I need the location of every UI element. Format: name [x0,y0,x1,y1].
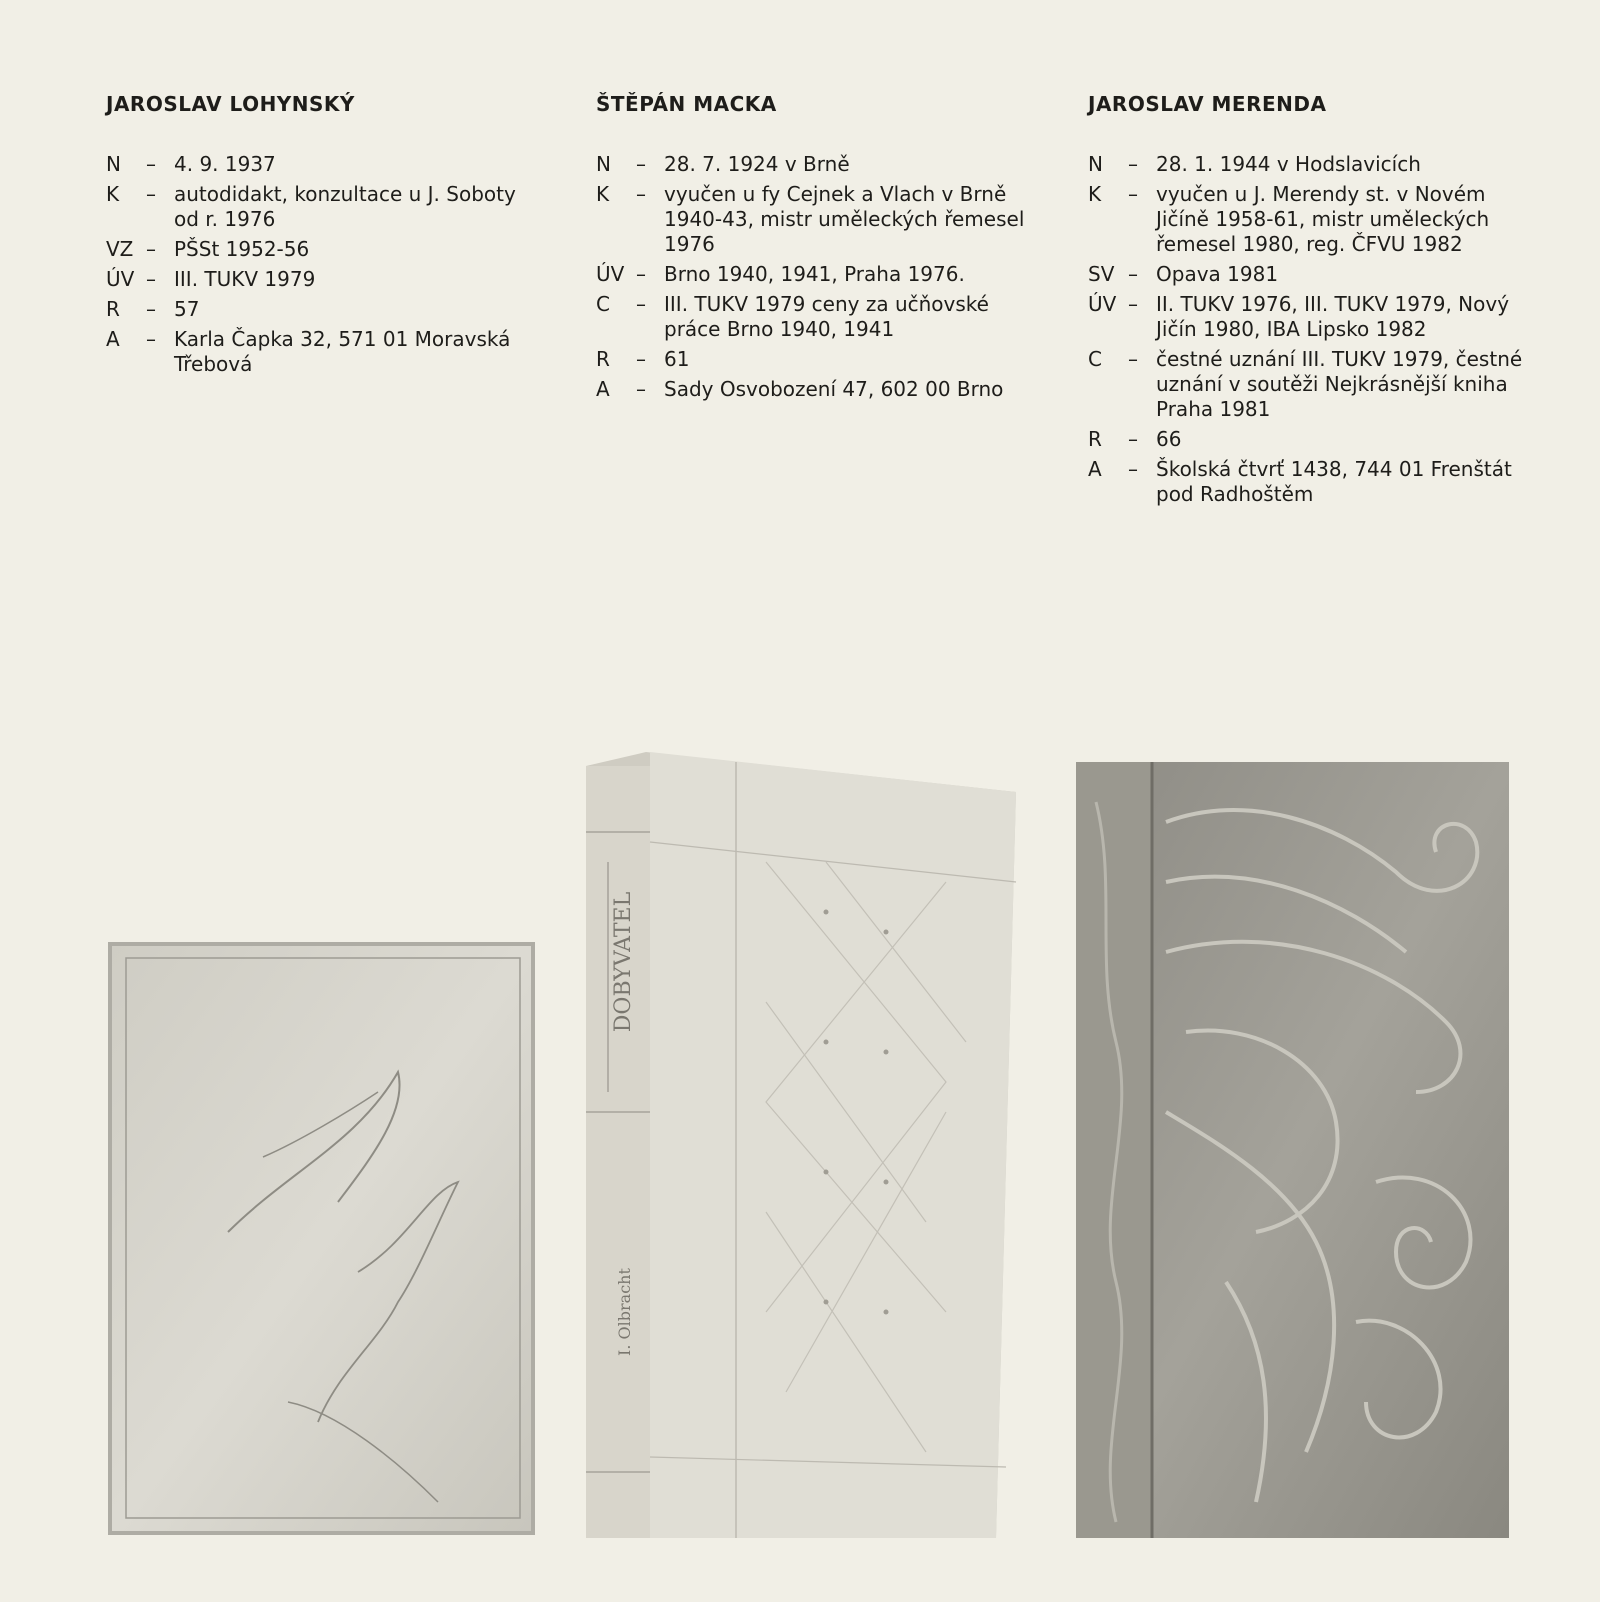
entry-text: Opava 1981 [1156,262,1279,286]
entry-text: autodidakt, konzultace u J. Soboty od r. 1976 [174,182,516,231]
entry-label: A [1088,457,1102,481]
book-photo-dobyvatel [586,752,1020,1538]
entry-row [1088,292,1528,342]
entry-text: Karla Čapka 32, 571 01 Moravská Třebová [174,327,511,376]
entry-label: A [106,327,120,351]
entry-row [106,152,546,177]
entry-label: A [596,377,610,401]
entry-label: ÚV [106,267,135,291]
entry-dash: – [146,327,156,351]
entry-row [596,152,1036,177]
entry-dash: – [1128,152,1138,176]
entry-text: 57 [174,297,200,321]
entry-dash: – [146,237,156,261]
artist-column-lohynsky [106,92,546,382]
entry-text: vyučen u J. Merendy st. v Novém Jičíně 1958-61, mistr uměleckých řemesel 1980, reg. ČFVU 1982 [1156,182,1490,256]
entry-row [1088,262,1528,287]
artist-name: JAROSLAV LOHYNSKÝ [106,92,355,116]
entry-label: R [106,297,120,321]
entry-label: R [1088,427,1102,451]
entry-dash: – [636,377,646,401]
entry-label: R [596,347,610,371]
entry-text: III. TUKV 1979 [174,267,316,291]
entry-row [106,237,546,262]
entry-text: 28. 7. 1924 v Brně [664,152,850,176]
entry-text: III. TUKV 1979 ceny za učňovské práce Brno 1940, 1941 [664,292,989,341]
book-photo-swirl-cover [1076,762,1509,1538]
entry-text: 4. 9. 1937 [174,152,276,176]
entry-dash: – [636,347,646,371]
entry-row [106,297,546,322]
book-photo-bird-cover [108,942,535,1535]
entry-dash: – [636,292,646,316]
entry-text: 28. 1. 1944 v Hodslavicích [1156,152,1421,176]
entry-dash: – [636,182,646,206]
entry-label: N [596,152,611,176]
entry-dash: – [1128,457,1138,481]
entry-row [596,182,1036,257]
entry-dash: – [146,267,156,291]
entry-label: N [1088,152,1103,176]
artist-column-merenda [1088,92,1528,512]
entry-text: vyučen u fy Cejnek a Vlach v Brně 1940-43, mistr uměleckých řemesel 1976 [664,182,1025,256]
entry-text: II. TUKV 1976, III. TUKV 1979, Nový Jičín 1980, IBA Lipsko 1982 [1156,292,1510,341]
artist-name: JAROSLAV MERENDA [1088,92,1327,116]
entry-dash: – [636,152,646,176]
entry-dash: – [1128,427,1138,451]
entry-row [596,292,1036,342]
entry-label: ÚV [596,262,625,286]
entry-dash: – [636,262,646,286]
entry-dash: – [1128,347,1138,371]
entry-text: Brno 1940, 1941, Praha 1976. [664,262,965,286]
entry-row [596,347,1036,372]
entry-row [106,182,546,232]
entry-label: SV [1088,262,1115,286]
artist-column-macka [596,92,1036,407]
entry-label: K [1088,182,1102,206]
spine-title: DOBYVATEL [611,891,636,1033]
entry-label: N [106,152,121,176]
entry-label: C [596,292,610,316]
entry-row [106,327,546,377]
entry-text: Sady Osvobození 47, 602 00 Brno [664,377,1004,401]
artist-name: ŠTĚPÁN MACKA [596,92,777,116]
entry-row [106,267,546,292]
spine-author: I. Olbracht [615,1268,634,1356]
entry-dash: – [1128,182,1138,206]
entry-dash: – [146,182,156,206]
entry-label: VZ [106,237,134,261]
entry-dash: – [1128,292,1138,316]
entry-text: 66 [1156,427,1182,451]
entry-row [1088,347,1528,422]
entry-dash: – [1128,262,1138,286]
entry-text: PŠSt 1952-56 [174,237,310,261]
entry-row [1088,182,1528,257]
entry-text: Školská čtvrť 1438, 744 01 Frenštát pod Radhoštěm [1156,457,1512,506]
entry-row [1088,427,1528,452]
entry-text: čestné uznání III. TUKV 1979, čestné uznání v soutěži Nejkrásnější kniha Praha 1981 [1156,347,1523,421]
entry-dash: – [146,152,156,176]
entry-text: 61 [664,347,690,371]
entry-row [596,377,1036,402]
entry-label: K [106,182,120,206]
entry-label: C [1088,347,1102,371]
entry-dash: – [146,297,156,321]
entry-row [596,262,1036,287]
entry-label: ÚV [1088,292,1117,316]
entry-row [1088,152,1528,177]
entry-label: K [596,182,610,206]
entry-row [1088,457,1528,507]
